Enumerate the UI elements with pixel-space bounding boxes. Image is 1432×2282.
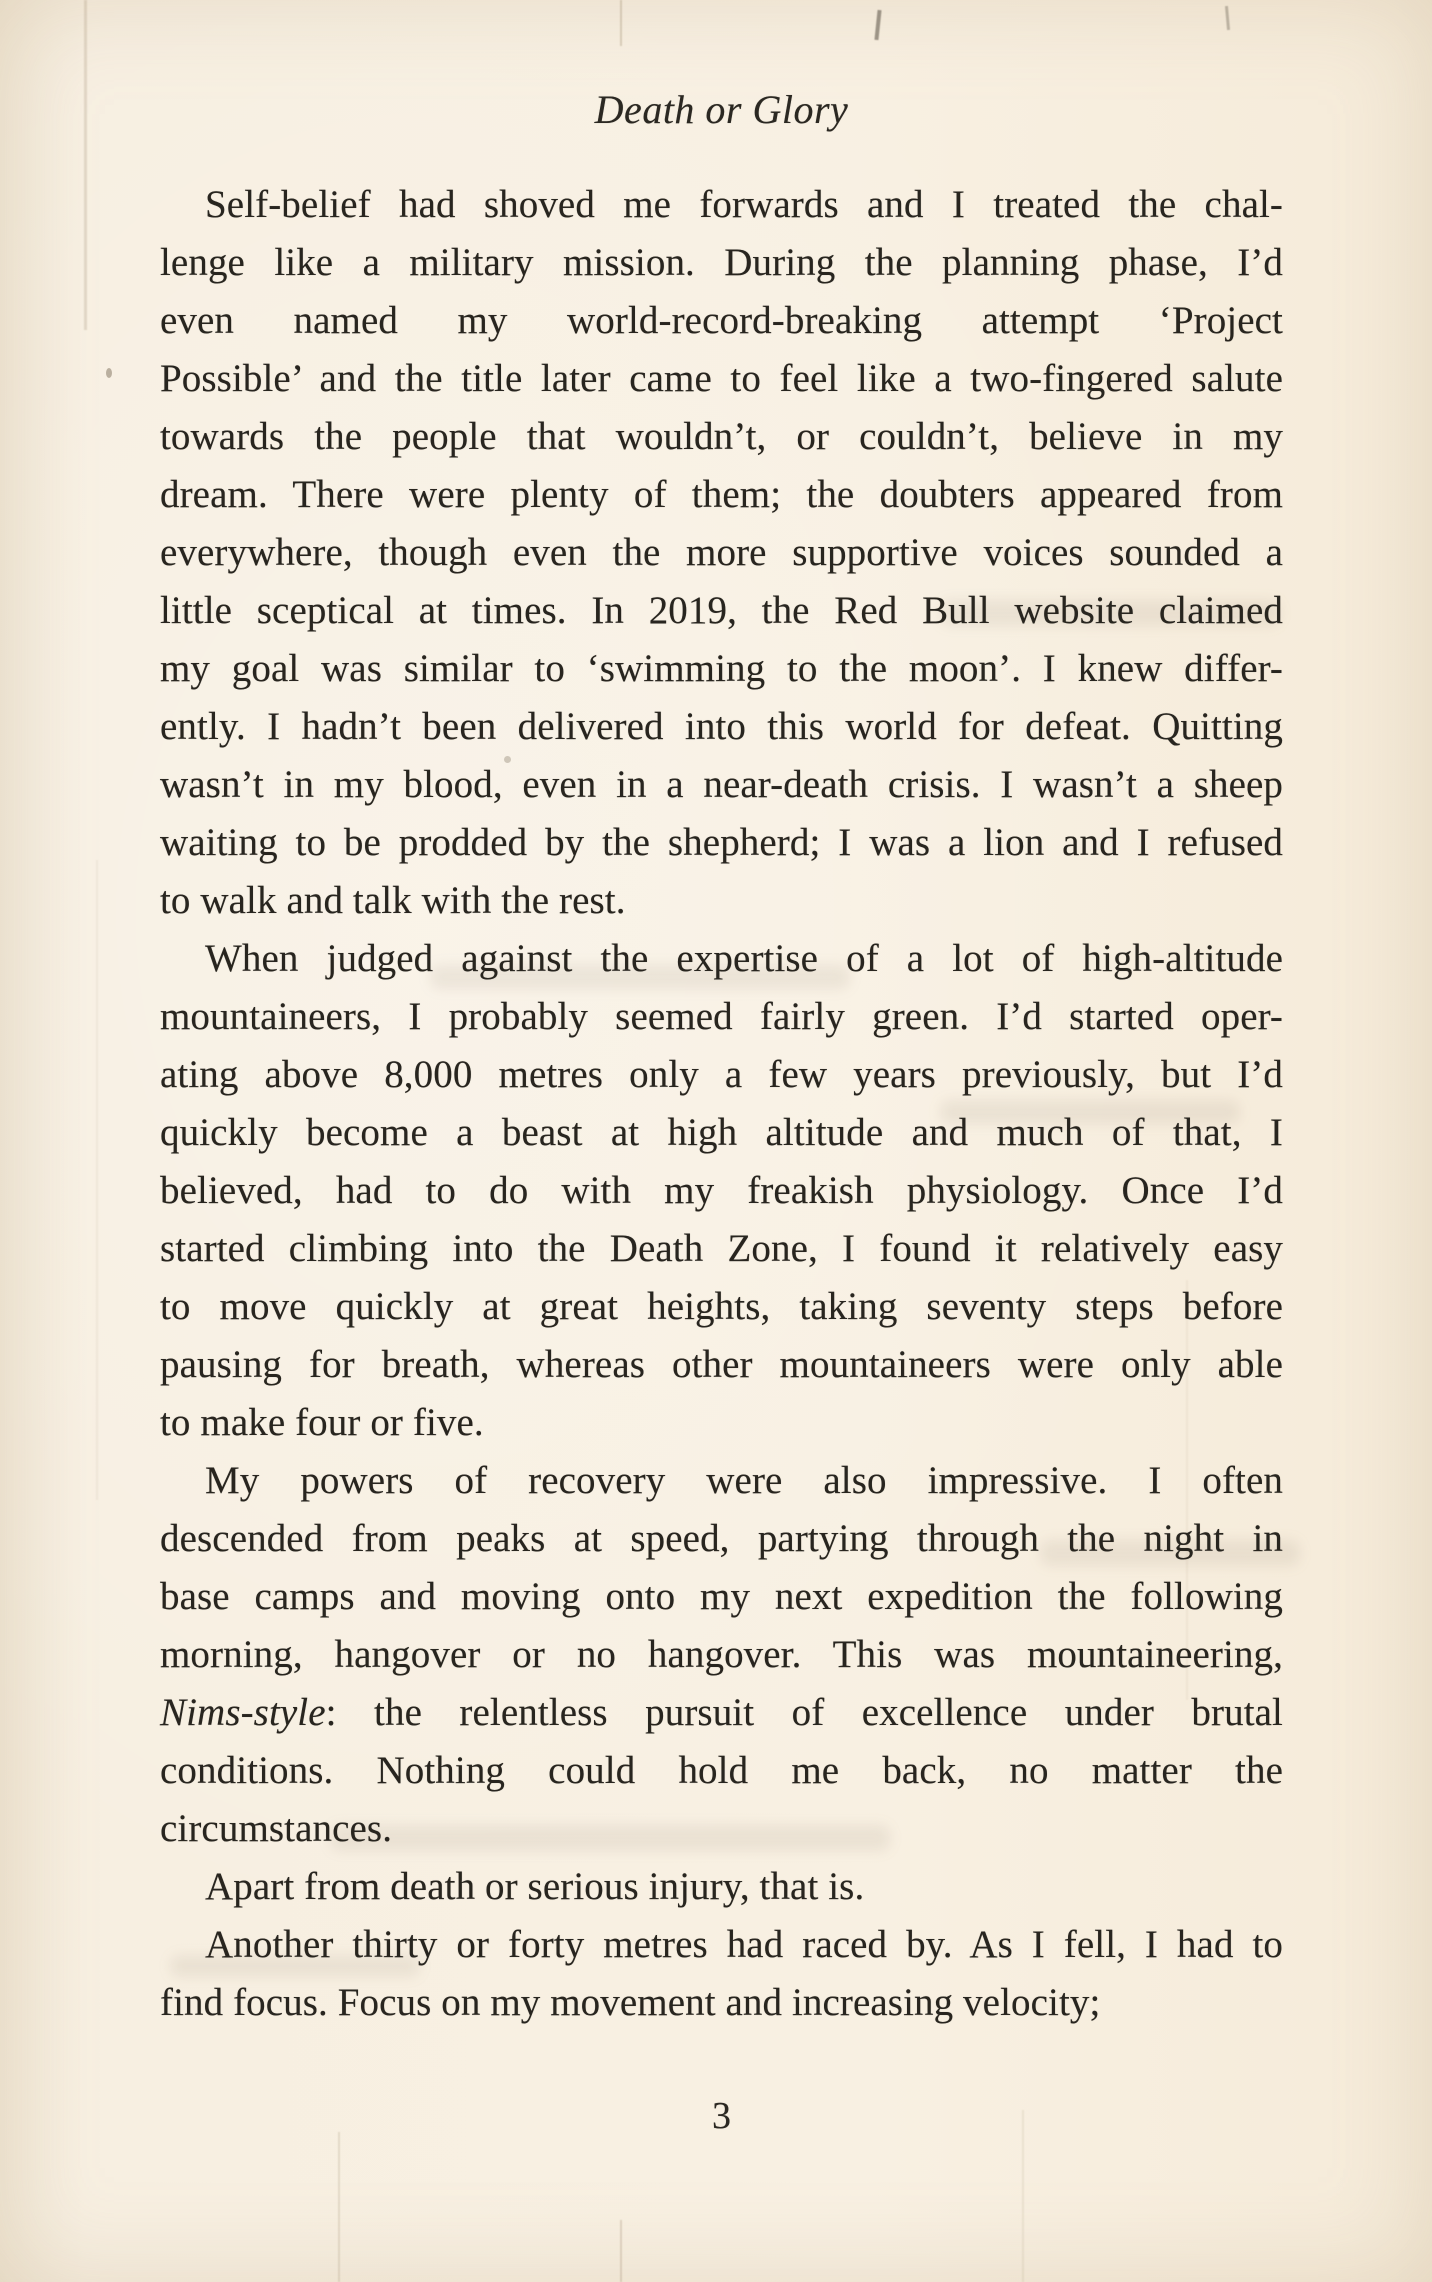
text-line: waiting to be prodded by the shepherd; I was a lion and I refused (160, 821, 1283, 864)
text-line: ently. I hadn’t been delivered into this world for defeat. Quitting (160, 705, 1283, 748)
text-line: circumstances. (160, 1807, 393, 1850)
text-line: Nims-style: the relentless pursuit of excellence under brutal (160, 1691, 1283, 1734)
text-line: When judged against the expertise of a lot of high-altitude (205, 937, 1283, 980)
scan-mark (1225, 6, 1230, 30)
text-line: even named my world-record-breaking attempt ‘Project (160, 299, 1283, 342)
text-line: to move quickly at great heights, taking seventy steps before (160, 1285, 1283, 1328)
scan-crease (96, 860, 98, 1500)
text-line: Another thirty or forty metres had raced by. As I fell, I had to (205, 1923, 1283, 1966)
text-line: pausing for breath, whereas other mountaineers were only able (160, 1343, 1283, 1386)
text-line: My powers of recovery were also impressive. I often (205, 1459, 1283, 1502)
text-line: to make four or five. (160, 1401, 484, 1444)
text-block (160, 176, 1283, 2032)
scan-crease (338, 2132, 340, 2282)
text-line: my goal was similar to ‘swimming to the moon’. I knew differ- (160, 647, 1283, 690)
scan-mark (874, 10, 881, 40)
text-line: descended from peaks at speed, partying through the night in (160, 1517, 1283, 1560)
text-line: to walk and talk with the rest. (160, 879, 626, 922)
scan-crease (620, 0, 622, 46)
text-line: base camps and moving onto my next expedition the following (160, 1575, 1283, 1618)
text-line: dream. There were plenty of them; the doubters appeared from (160, 473, 1283, 516)
scan-crease (620, 2220, 622, 2282)
text-line: mountaineers, I probably seemed fairly green. I’d started oper- (160, 995, 1283, 1038)
text-line: Self-belief had shoved me forwards and I treated the chal- (205, 183, 1283, 226)
text-line: ating above 8,000 metres only a few years previously, but I’d (160, 1053, 1283, 1096)
scan-crease (84, 0, 87, 330)
text-line: wasn’t in my blood, even in a near-death crisis. I wasn’t a sheep (160, 763, 1283, 806)
page-number: 3 (712, 2095, 731, 2137)
text-line: morning, hangover or no hangover. This was mountaineering, (160, 1633, 1283, 1676)
text-line: Possible’ and the title later came to feel like a two-fingered salute (160, 357, 1283, 400)
text-line: Apart from death or serious injury, that is. (205, 1865, 865, 1908)
scan-speck (106, 368, 112, 378)
text-line: towards the people that wouldn’t, or couldn’t, believe in my (160, 415, 1283, 458)
text-line: find focus. Focus on my movement and increasing velocity; (160, 1981, 1101, 2024)
text-line: lenge like a military mission. During the planning phase, I’d (160, 241, 1283, 284)
text-line: little sceptical at times. In 2019, the Red Bull website claimed (160, 589, 1283, 632)
chapter-running-head: Death or Glory (594, 87, 849, 132)
text-line: believed, had to do with my freakish physiology. Once I’d (160, 1169, 1283, 1212)
text-line: quickly become a beast at high altitude and much of that, I (160, 1111, 1283, 1154)
text-line: started climbing into the Death Zone, I found it relatively easy (160, 1227, 1283, 1270)
text-line: everywhere, though even the more supportive voices sounded a (160, 531, 1283, 574)
text-line: conditions. Nothing could hold me back, no matter the (160, 1749, 1283, 1792)
